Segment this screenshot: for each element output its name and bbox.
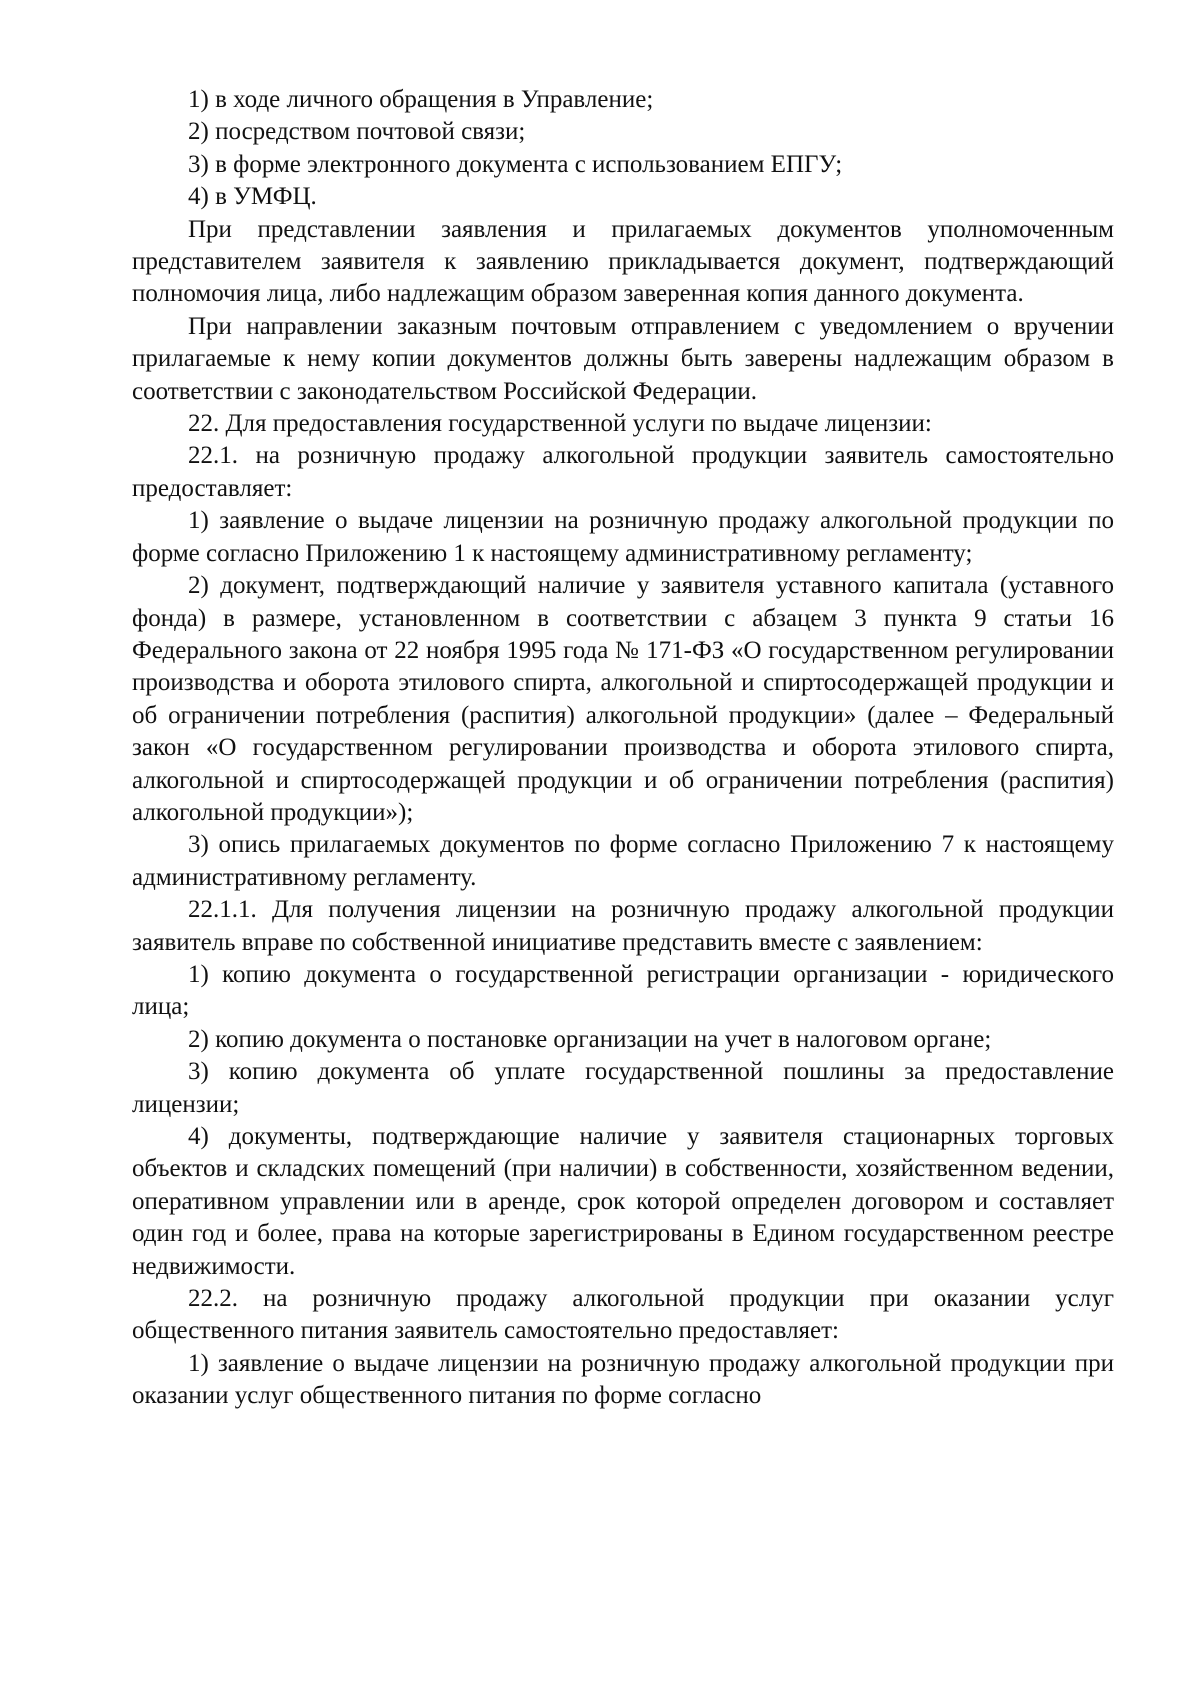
list-item: 1) копию документа о государственной регистрации организации - юридического лица;	[132, 960, 1114, 1021]
list-item: 3) копию документа об уплате государственной пошлины за предоставление лицензии;	[132, 1058, 1114, 1118]
paragraph: При представлении заявления и прилагаемых документов уполномоченным представителем заявителя к заявлению прикладывается документ, подтверждающий полномочия лица, либо надлежащим образом заверенная копия данного документа.	[132, 215, 1114, 308]
paragraph: При направлении заказным почтовым отправлением с уведомлением о вручении прилагаемые к нему копии документов должны быть заверены надлежащим образом в соответствии с законодательством Российской Федерации.	[132, 312, 1114, 405]
list-item: 1) заявление о выдаче лицензии на розничную продажу алкогольной продукции по форме согласно Приложению 1 к настоящему административному регламенту;	[132, 507, 1114, 567]
subsection-paragraph: 22.2. на розничную продажу алкогольной продукции при оказании услуг общественного питания заявитель самостоятельно предоставляет:	[132, 1285, 1114, 1345]
list-item: 3) в форме электронного документа с использованием ЕПГУ;	[188, 150, 843, 178]
document-body	[132, 84, 1114, 1413]
list-item: 2) копию документа о постановке организации на учет в налоговом органе;	[188, 1025, 992, 1053]
list-item: 2) посредством почтовой связи;	[188, 118, 526, 146]
list-item: 1) заявление о выдаче лицензии на розничную продажу алкогольной продукции при оказании услуг общественного питания по форме согласно	[132, 1349, 1114, 1410]
list-item: 3) опись прилагаемых документов по форме согласно Приложению 7 к настоящему административному регламенту.	[132, 831, 1114, 891]
subsection-paragraph: 22.1. на розничную продажу алкогольной продукции заявитель самостоятельно предоставляет:	[132, 442, 1114, 502]
list-item: 1) в ходе личного обращения в Управление;	[188, 86, 654, 113]
list-item: 4) в УМФЦ.	[188, 183, 317, 211]
list-item: 2) документ, подтверждающий наличие у заявителя уставного капитала (уставного фонда) в размере, установленном в соответствии с абзацем 3 пункта 9 статьи 16 Федерального закона от 22 ноября 1995 года № 171-ФЗ «О государственном регулировании производства и оборота этилового спирта, алкогольной и спиртосодержащей продукции и об ограничении потребления (распития) алкогольной продукции» (далее – Федеральный закон «О государственном регулировании производства и оборота этилового спирта, алкогольной и спиртосодержащей продукции и об ограничении потребления (распития) алкогольной продукции»);	[132, 572, 1114, 826]
subsection-paragraph: 22.1.1. Для получения лицензии на розничную продажу алкогольной продукции заявитель вправе по собственной инициативе представить вместе с заявлением:	[132, 896, 1114, 956]
section-heading: 22. Для предоставления государственной услуги по выдаче лицензии:	[188, 410, 932, 438]
list-item: 4) документы, подтверждающие наличие у заявителя стационарных торговых объектов и складских помещений (при наличии) в собственности, хозяйственном ведении, оперативном управлении или в аренде, срок которой определен договором и составляет один год и более, права на которые зарегистрированы в Едином государственном реестре недвижимости.	[132, 1123, 1114, 1280]
